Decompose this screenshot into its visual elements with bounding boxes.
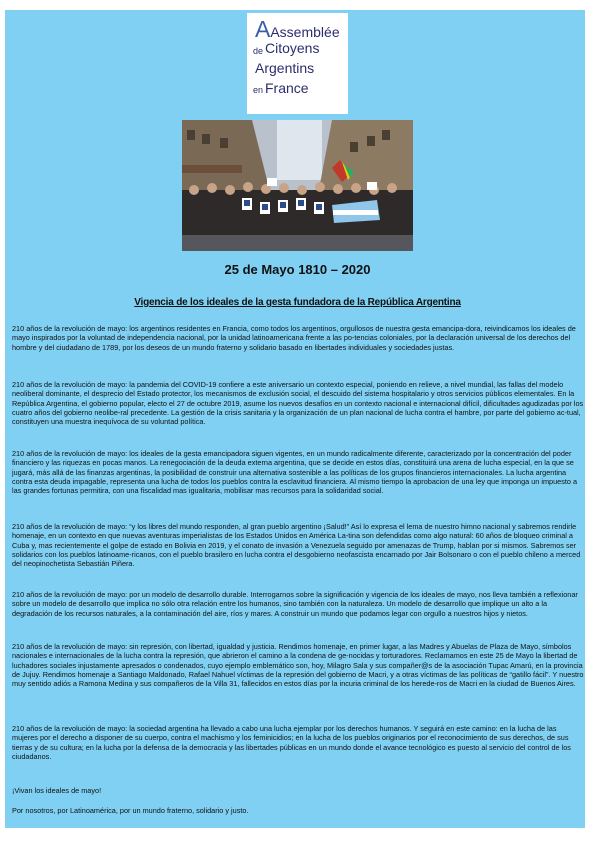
logo-line-4 <box>265 81 309 97</box>
logo-word-2: Citoyens <box>265 40 320 56</box>
logo-line-1 <box>255 18 340 41</box>
acaf-logo <box>247 13 348 114</box>
paragraph-5: 210 años de la revolución de mayo: por un modelo de desarrollo durable. Interrogarnos sobre la significación y vigencia de los ideales de mayo, nos lleva también a reflexionar sobre un modelo de desarrollo que implica no sólo otra relación entre los humanos, sino también con la naturaleza. Un modelo de desarrollo que implique un alto a la degradación de los recursos naturales, a la contaminación del aire, ríos y mares. A construir un mundo que podamos legar con orgullo a nuestros hijos y nietos. <box>12 590 578 618</box>
logo-word-3: Argentins <box>255 60 315 76</box>
protest-photo-illustration <box>182 120 413 251</box>
logo-line-2 <box>265 41 319 57</box>
logo-word-1: Assemblée <box>270 24 340 40</box>
logo-word-en: en <box>253 85 264 95</box>
closing-line-2: Por nosotros, por Latinoamérica, por un mundo fraterno, solidario y justo. <box>12 806 249 815</box>
protest-photo <box>182 120 413 251</box>
closing-line-1: ¡Vivan los ideales de mayo! <box>12 786 102 795</box>
logo-word-4: France <box>265 80 309 96</box>
logo-line-3 <box>255 61 314 77</box>
logo-word-de: de <box>253 46 264 56</box>
paragraph-7: 210 años de la revolución de mayo: la sociedad argentina ha llevado a cabo una lucha ejemplar por los derechos humanos. Y seguirá en este camino: en la lucha de las mujeres por el derecho a disponer de su cuerpo, contra el machismo y los feminicidios; en la lucha de los pueblos originarios por el reconocimiento de sus derechos, de sus tierras y de su cultura; en la lucha por la defensa de la democracia y las libertades públicas en un mundo donde el avance tecnológico es puesto al servicio del control de los ciudadanos. <box>12 724 571 762</box>
paragraph-3: 210 años de la revolución de mayo: los ideales de la gesta emancipadora siguen vigentes, en un mundo radicalmente diferente, caracterizado por la concentración del poder financiero y las riquezas en pocas manos. La renegociación de la deuda externa argentina, que se decide en estos días, constituirá una arena de lucha especial, en la que se jugará, más allá de las finanzas argentinas, la posibilidad de construir una alternativa sostenible a las políticas de los grupos financieros internacionales. La lucha argentina contra esta deuda impagable, representa una lucha de todos los pueblos contra la esclavitud financiera. Al mismo tiempo la aprobacion de una ley que imponga un impuesto a las grandes fortunas permitira, con una fiscalidad mas igualitaria, mobilisar mas recursos para la solidaridad social. <box>12 449 578 496</box>
paragraph-1: 210 años de la revolución de mayo: los argentinos residentes en Francia, como todos los argentinos, orgullosos de nuestra gesta emancipa-dora, reivindicamos los ideales de mayo inspirados por la voluntad de independencia nacional, por la unidad latinoamericana frente a las po-tencias coloniales, por la declaración universal de los derechos del hombre y del ciudadano de 1789, por los deseos de un mundo fraterno y solidario basado en libertades individuales y sociedades justas. <box>12 324 576 352</box>
paragraph-2: 210 años de la revolución de mayo: la pandemia del COVID-19 confiere a este aniversario un contexto especial, poniendo en relieve, a nivel mundial, las fallas del modelo neoliberal dominante, el desprecio del Estado protector, los mecanismos de exclusión social, el descuido del sistema hospitalario y otros servicios públicos elementales. En la República Argentina, el gobierno popular, electo el 27 de octubre 2019, asume los nuevos desafíos en un contexto nacional e internacional difícil, dificultades agudizadas por los cuatro años del gobierno neolibe-ral precedente. La gestión de la crisis sanitaria y la organización de un plan nacional de lucha contra el hambre, por parte del gobierno ac-tual, constituyen una muestra inequívoca de su voluntad política. <box>12 380 584 427</box>
paragraph-6: 210 años de la revolución de mayo: sin represión, con libertad, igualdad y justicia. Rendimos homenaje, en primer lugar, a las Madres y Abuelas de Plaza de Mayo, símbolos nacionales e internacionales de la lucha contra la represión, que abrieron el camino a la condena de ge-nocidas y torturadores. Reclamamos en este 25 de Mayo la libertad de luchadores sociales injustamente apresados o condenados, cuyo ejemplo emblemático son, hoy, Milagro Sala y sus compañer@s de la asociación Tupac Amarú, en la provincia de Jujuy. Rendimos homenaje a Santiago Maldonado, Rafael Nahuel víctimas de la represión del gobierno de Macri, y a otras víctimas de las políticas de “gatillo fácil”. Y nuestro muy sentido adiós a Ramona Medina y sus compañeros de la Villa 31, fallecidos en estos días por la incuria criminal de los herede-ros de Macri en la ciudad de Buenos Aires. <box>12 642 584 689</box>
page-title: 25 de Mayo 1810 – 2020 <box>224 262 371 277</box>
page-subtitle: Vigencia de los ideales de la gesta fundadora de la República Argentina <box>134 297 461 308</box>
logo-letter-a: A <box>255 16 271 42</box>
paragraph-4: 210 años de la revolución de mayo: “y los libres del mundo responden, al gran pueblo argentino ¡Salud!” Así lo expresa el lema de nuestro himno nacional y sabremos rendirle homenaje, en un contexto en que nuevas aventuras imperialistas de los Estados Unidos en América La-tina son defendidas como algo natural: 60 años de bloqueo criminal a Cuba y, mas recientemente el golpe de estado en Bolivia en 2019, y el conato de invasión a Venezuela seguido por amenazas de Trump, hablan por si mismos. Sabremos ser solidarios con los pueblos latinoame-ricanos, con el pueblo brasilero en lucha contra el desgobierno neofascista encarnado por Jair Bolsonaro o con el pueblo chileno a merced del neopinochetista Sebastián Piñera. <box>12 522 581 569</box>
